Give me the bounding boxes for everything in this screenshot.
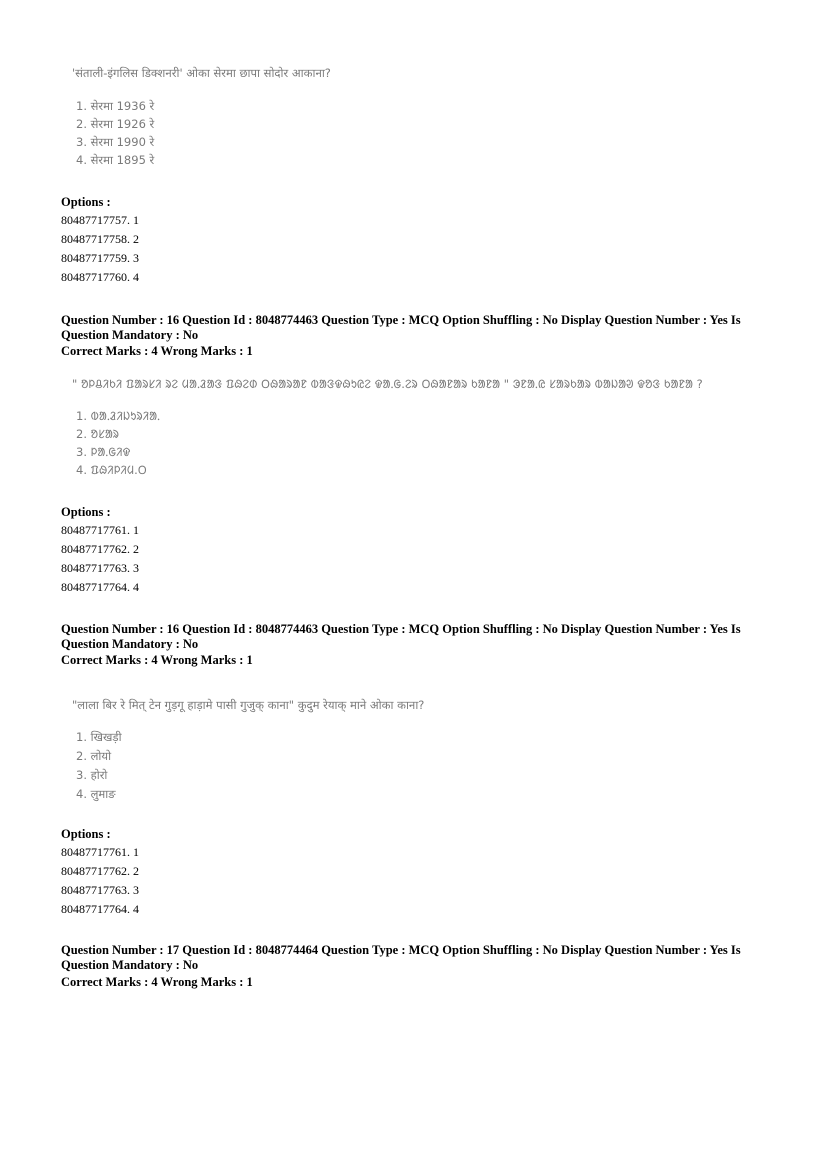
question-option-list bbox=[76, 728, 122, 804]
option-id-line: 80487717764. 4 bbox=[61, 580, 139, 594]
question-text: " ᱚᱞᱪᱤᱠᱤ ᱯᱟᱨᱥᱤ ᱨᱮ ᱢᱟᱹᱲᱟᱝ ᱯᱷᱮᱰ ᱛᱷᱟᱨᱟᱱ ᱵᱟᱝᱫᱷᱩᱭᱮ ᱫᱟᱹᱜ.ᱮᱨ ᱛᱷᱟᱱᱟᱨ ᱠᱟᱱᱟ " ᱳᱱᱟᱹᱭ ᱥᱟᱨᱠᱟᱨ ᱵᱟᱡᱟᱣ ᱫᱚᱝ ᱠᱟᱱᱟ ? bbox=[72, 377, 703, 391]
option-id-line: 80487717763. 3 bbox=[61, 561, 139, 575]
question-meta-line: Question Number : 16 Question Id : 8048774463 Question Type : MCQ Option Shuffling : No Display Question Number : Yes Is bbox=[61, 622, 741, 636]
options-heading: Options : bbox=[61, 195, 111, 209]
marks-line: Correct Marks : 4 Wrong Marks : 1 bbox=[61, 975, 253, 989]
question-meta-line: Question Number : 17 Question Id : 8048774464 Question Type : MCQ Option Shuffling : No Display Question Number : Yes Is bbox=[61, 943, 741, 957]
question-mandatory-line: Question Mandatory : No bbox=[61, 958, 199, 972]
question-option: 4. लुमाङ bbox=[76, 787, 116, 801]
question-mandatory-line: Question Mandatory : No bbox=[61, 328, 199, 342]
question-option: 3. होरो bbox=[76, 768, 108, 782]
options-list bbox=[61, 521, 139, 597]
options-list bbox=[61, 211, 139, 287]
option-id-line: 80487717757. 1 bbox=[61, 213, 139, 227]
options-heading: Options : bbox=[61, 505, 111, 519]
question-option-list bbox=[76, 407, 160, 479]
options-heading: Options : bbox=[61, 827, 111, 841]
question-option: 1. खिखड़ी bbox=[76, 730, 122, 744]
option-id-line: 80487717762. 2 bbox=[61, 542, 139, 556]
option-id-line: 80487717763. 3 bbox=[61, 883, 139, 897]
question-meta bbox=[61, 622, 761, 668]
option-id-line: 80487717761. 1 bbox=[61, 523, 139, 537]
question-option: 3. सेरमा 1990 रे bbox=[76, 135, 155, 149]
question-option: 4. ᱯᱷᱤᱞᱤᱢ.ᱛ bbox=[76, 463, 147, 477]
option-id-line: 80487717761. 1 bbox=[61, 845, 139, 859]
question-meta bbox=[61, 313, 761, 359]
question-option: 1. सेरमा 1936 रे bbox=[76, 99, 155, 113]
option-id-line: 80487717758. 2 bbox=[61, 232, 139, 246]
question-option: 1. ᱵᱟᱹᱲᱤᱡᱩᱨᱤᱟᱹ bbox=[76, 409, 161, 423]
question-text: "लाला बिर रे मित् टेन गुड़गू हाड़ामे पासी गुजुक् काना" कुदुम रेयाक् माने ओका काना? bbox=[72, 698, 425, 712]
marks-line: Correct Marks : 4 Wrong Marks : 1 bbox=[61, 653, 253, 667]
marks-line: Correct Marks : 4 Wrong Marks : 1 bbox=[61, 344, 253, 358]
question-option: 4. सेरमा 1895 रे bbox=[76, 153, 155, 167]
question-meta bbox=[61, 943, 761, 990]
question-option: 2. ᱚᱥᱟᱨ bbox=[76, 427, 120, 441]
question-option: 3. ᱞᱟᱹᱜᱤᱫ bbox=[76, 445, 131, 459]
question-text: 'संताली-इंगलिस डिक्शनरी' ओका सेरमा छापा सोदोर आकाना? bbox=[72, 66, 331, 80]
question-option: 2. लोयो bbox=[76, 749, 112, 763]
option-id-line: 80487717760. 4 bbox=[61, 270, 139, 284]
option-id-line: 80487717762. 2 bbox=[61, 864, 139, 878]
question-meta-line: Question Number : 16 Question Id : 8048774463 Question Type : MCQ Option Shuffling : No Display Question Number : Yes Is bbox=[61, 313, 741, 327]
option-id-line: 80487717764. 4 bbox=[61, 902, 139, 916]
option-id-line: 80487717759. 3 bbox=[61, 251, 139, 265]
question-mandatory-line: Question Mandatory : No bbox=[61, 637, 199, 651]
question-option: 2. सेरमा 1926 रे bbox=[76, 117, 155, 131]
question-option-list bbox=[76, 97, 154, 169]
options-list bbox=[61, 843, 139, 919]
